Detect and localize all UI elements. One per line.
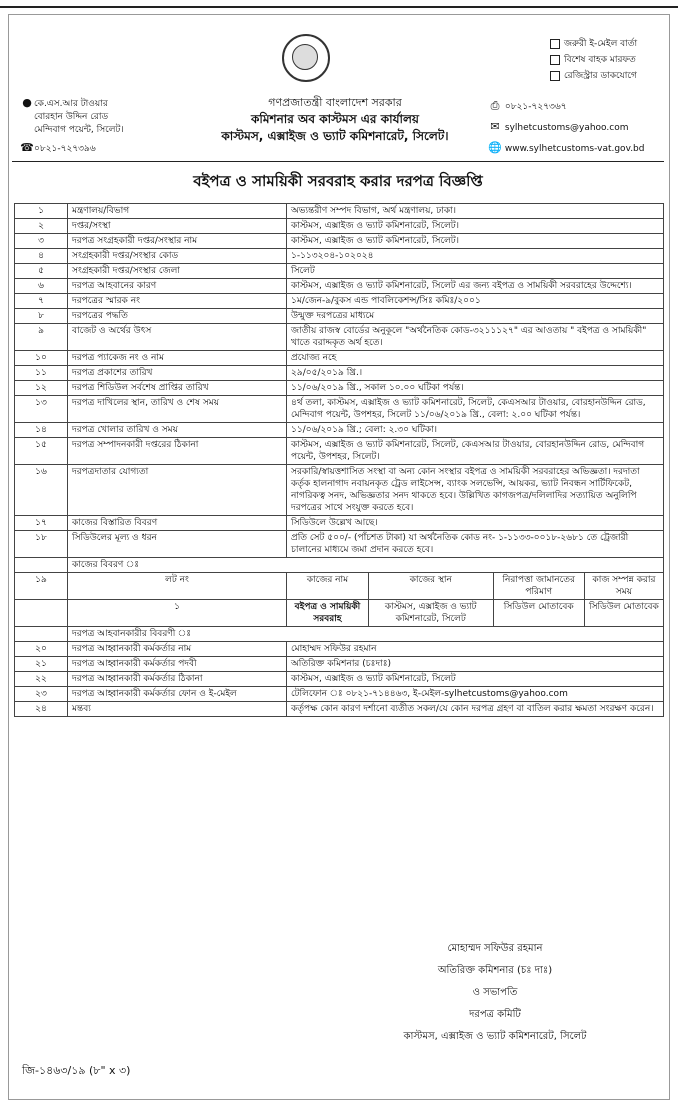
header-divider <box>12 161 664 162</box>
row-value: সরকারি/স্বায়ত্তশাসিত সংস্থা বা অন্য কোন সংস্থার বইপত্র ও সাময়িকী সরবরাহের অভিজ্ঞতা। দরদাতা কর্তৃক হালনাগাদ নবায়নকৃত ট্রেড লাইসেন্স, ব্যাংক সলভেন্সি, আয়কর, ভ্যাট নিবন্ধন সার্টিফিকেট, নাগরিকত্ব সনদ, অভিজ্ঞতার সনদ থাকতে হবে। উল্লিখিত কাগজপত্র/দলিলাদির সত্যায়িত অনুলিপি দরপত্রের সাথে সংযুক্ত করতে হবে। <box>287 465 664 516</box>
row-value: কাস্টমস, এক্সাইজ ও ভ্যাট কমিশনারেট, সিলেট এর জন্য বইপত্র ও সাময়িকী সরবরাহের উদ্দেশ্যে। <box>287 279 664 294</box>
row-value: মোহাম্মদ সফিউর রহমান <box>287 642 664 657</box>
work-section-row <box>15 558 664 573</box>
row-number: ২২ <box>15 672 68 687</box>
row-label: দরপত্র শিডিউল সর্বশেষ প্রাপ্তির তারিখ <box>68 381 287 396</box>
caller-section-label: দরপত্র আহবানকারীর বিবরণী ঃ <box>68 627 664 642</box>
office-header <box>170 94 500 145</box>
row-label: দরপত্রদাতার যোগ্যতা <box>68 465 287 516</box>
table-row <box>15 366 664 381</box>
row-value: প্রযোজ্য নহে <box>287 351 664 366</box>
table-row <box>15 516 664 531</box>
table-row <box>15 351 664 366</box>
mail-icon: ✉ <box>490 120 500 133</box>
table-row <box>15 438 664 465</box>
checkbox-registered-post[interactable]: রেজিস্ট্রার ডাকযোগে <box>550 68 637 84</box>
work-value-cell: কাস্টমস, এক্সাইজ ও ভ্যাট কমিশনারেট, সিলেট <box>368 600 493 627</box>
row-value: ১১/০৬/২০১৯ খ্রি.; বেলা: ২.৩০ ঘটিকা। <box>287 423 664 438</box>
row-value: ১-১১৩২০৪-১০২০২৪ <box>287 249 664 264</box>
row-number: ৩ <box>15 234 68 249</box>
row-label: মন্ত্রণালয়/বিভাগ <box>68 204 287 219</box>
table-row <box>15 309 664 324</box>
row-value: সিডিউলে উল্লেখ আছে। <box>287 516 664 531</box>
row-value: ১১/০৬/২০১৯ খ্রি., সকাল ১০.০০ ঘটিকা পর্যন্ত। <box>287 381 664 396</box>
work-header-row <box>15 573 664 600</box>
footer-code: জি-১৪৬৩/১৯ (৮" x ৩) <box>22 1064 131 1077</box>
row-label: দরপত্র দাখিলের স্থান, তারিখ ও শেষ সময় <box>68 396 287 423</box>
row-label: দরপত্র প্রকাশের তারিখ <box>68 366 287 381</box>
government-seal-icon <box>282 34 330 82</box>
checkbox-special-carrier[interactable]: বিশেষ বাহক মারফত <box>550 52 637 68</box>
row-label: দরপত্র আহ্বানকারী কর্মকর্তার ঠিকানা <box>68 672 287 687</box>
row-label: দরপত্রের পদ্ধতি <box>68 309 287 324</box>
row-label: বাজেট ও অর্থের উৎস <box>68 324 287 351</box>
row-number: ৮ <box>15 309 68 324</box>
table-row <box>15 294 664 309</box>
table-row <box>15 396 664 423</box>
row-label: দরপত্র আহ্বানকারী কর্মকর্তার ফোন ও ই-মেইল <box>68 687 287 702</box>
row-value: ১ম/জেন-৯/বুকস এন্ড পাবলিকেশন্স/সিঃ কমিঃ/২০০১ <box>287 294 664 309</box>
row-value: ৪র্থ তলা, কাস্টমস, এক্সাইজ ও ভ্যাট কমিশনারেট, সিলেট, কেএসআর টাওয়ার, বোরহানউদ্দিন রোড, মেন্দিবাগ পয়েন্ট, উপশহর, সিলেট ১১/০৬/২০১৯ খ্রি., বেলা: ২.০০ ঘটিকা পর্যন্ত। <box>287 396 664 423</box>
work-header-cell: কাজের নাম <box>287 573 369 600</box>
location-icon: ● <box>22 96 32 109</box>
table-row <box>15 531 664 558</box>
row-number: ৬ <box>15 279 68 294</box>
row-value: প্রতি সেট ৫০০/- (পাঁচশত টাকা) যা অর্থনৈতিক কোড নং- ১-১১৩৩-০০১৮-২৬৮১ তে ট্রেজারী চালানের মাধ্যমে জমা প্রদান করতে হবে। <box>287 531 664 558</box>
table-row <box>15 279 664 294</box>
empty-cell <box>15 558 68 573</box>
empty-cell <box>15 600 68 627</box>
row-label: দরপত্র আহ্বানকারী কর্মকর্তার নাম <box>68 642 287 657</box>
table-row <box>15 657 664 672</box>
top-border <box>0 0 678 8</box>
empty-cell <box>15 627 68 642</box>
row-value: ২৯/০৫/২০১৯ খ্রি.। <box>287 366 664 381</box>
row-label: সংগ্রহকারী দপ্তর/সংস্থার কোড <box>68 249 287 264</box>
row-label: কাজের বিস্তারিত বিবরণ <box>68 516 287 531</box>
row-number: ২৩ <box>15 687 68 702</box>
notice-title: বইপত্র ও সাময়িকী সরবরাহ করার দরপত্র বিজ্ঞপ্তি <box>193 172 483 190</box>
caller-section-row <box>15 627 664 642</box>
row-value: কাস্টমস, এক্সাইজ ও ভ্যাট কমিশনারেট, সিলেট <box>287 672 664 687</box>
tender-table <box>14 203 664 717</box>
work-value-cell: সিডিউল মোতাবেক <box>493 600 584 627</box>
table-row <box>15 642 664 657</box>
table-row <box>15 204 664 219</box>
row-label: দপ্তর/সংস্থা <box>68 219 287 234</box>
table-row <box>15 234 664 249</box>
work-header-cell: লট নং <box>68 573 287 600</box>
gov-name: গণপ্রজাতন্ত্রী বাংলাদেশ সরকার <box>268 96 402 109</box>
office-name: কমিশনার অব কাস্টমস এর কার্যালয় <box>251 112 419 126</box>
row-number: ১৯ <box>15 573 68 600</box>
row-number: ১৩ <box>15 396 68 423</box>
row-label: দরপত্রের স্মারক নং <box>68 294 287 309</box>
printer-icon: ⎙ <box>490 99 500 112</box>
row-label: সিডিউলের মূল্য ও ধরন <box>68 531 287 558</box>
table-row <box>15 687 664 702</box>
table-row <box>15 702 664 717</box>
row-number: ৭ <box>15 294 68 309</box>
row-label: দরপত্র খোলার তারিখ ও সময় <box>68 423 287 438</box>
commissionerate-name: কাস্টমস, এক্সাইজ ও ভ্যাট কমিশনারেট, সিলেট। <box>221 129 449 143</box>
row-number: ১৭ <box>15 516 68 531</box>
table-row <box>15 324 664 351</box>
row-label: দরপত্র আহ্বানকারী কর্মকর্তার পদবী <box>68 657 287 672</box>
work-header-cell: কাজের স্থান <box>368 573 493 600</box>
row-number: ৫ <box>15 264 68 279</box>
row-number: ৯ <box>15 324 68 351</box>
delivery-checkboxes <box>550 36 637 84</box>
work-value-cell: ১ <box>68 600 287 627</box>
contact-info: ⎙ ০৮২১-৭২৭৩৬৭ ✉ sylhetcustoms@yahoo.com 🌐 www.sylhetcustoms-vat.gov.bd <box>488 96 644 159</box>
row-label: দরপত্র সম্পাদনকারী দপ্তরের ঠিকানা <box>68 438 287 465</box>
work-value-cell: সিডিউল মোতাবেক <box>584 600 663 627</box>
row-number: ৪ <box>15 249 68 264</box>
work-value-cell: বইপত্র ও সাময়িকী সরবরাহ <box>287 600 369 627</box>
row-number: ১৪ <box>15 423 68 438</box>
row-value: সিলেট <box>287 264 664 279</box>
row-value: অভ্যন্তরীণ সম্পদ বিভাগ, অর্থ মন্ত্রণালয়, ঢাকা। <box>287 204 664 219</box>
row-value: কাস্টমস, এক্সাইজ ও ভ্যাট কমিশনারেট, সিলেট, কেএসআর টাওয়ার, বোরহানউদ্দিন রোড, মেন্দিবাগ পয়েন্ট, উপশহর, সিলেট। <box>287 438 664 465</box>
row-number: ২ <box>15 219 68 234</box>
table-row <box>15 465 664 516</box>
email-link[interactable]: sylhetcustoms@yahoo.com <box>504 123 629 133</box>
row-number: ১৫ <box>15 438 68 465</box>
table-row <box>15 219 664 234</box>
work-section-label: কাজের বিবরণ ঃ <box>68 558 664 573</box>
table-row <box>15 672 664 687</box>
work-header-cell: নিরাপত্তা জামানতের পরিমাণ <box>493 573 584 600</box>
row-value: জাতীয় রাজস্ব বোর্ডের অনুকূলে "অর্থনৈতিক কোড-৩২১১১২৭" এর আওতায় " বইপত্র ও সাময়িকী" খাতে বরাদ্দকৃত অর্থ হতে। <box>287 324 664 351</box>
row-value: কাস্টমস, এক্সাইজ ও ভ্যাট কমিশনারেট, সিলেট। <box>287 234 664 249</box>
row-label: দরপত্র আহবানের কারণ <box>68 279 287 294</box>
row-label: দরপত্র সংগ্রহকারী দপ্তর/সংস্থার নাম <box>68 234 287 249</box>
table-row <box>15 423 664 438</box>
row-number: ১ <box>15 204 68 219</box>
row-value: টেলিফোন ঃ ০৮২১-৭১৪৪৬৩, ই-মেইল-sylhetcustoms@yahoo.com <box>287 687 664 702</box>
row-value: উন্মুক্ত দরপত্রের মাধ্যমে <box>287 309 664 324</box>
work-value-row <box>15 600 664 627</box>
row-number: ১১ <box>15 366 68 381</box>
phone-icon: ☎ <box>20 141 34 154</box>
globe-icon: 🌐 <box>488 141 502 154</box>
checkbox-email[interactable]: জরুরী ই-মেইল বার্তা <box>550 36 637 52</box>
row-number: ১৮ <box>15 531 68 558</box>
row-value: কাস্টমস, এক্সাইজ ও ভ্যাট কমিশনারেট, সিলেট। <box>287 219 664 234</box>
website-link[interactable]: www.sylhetcustoms-vat.gov.bd <box>504 144 645 154</box>
row-number: ২১ <box>15 657 68 672</box>
row-value: অতিরিক্ত কমিশনার (চঃদাঃ) <box>287 657 664 672</box>
row-label: দরপত্র প্যাকেজ নং ও নাম <box>68 351 287 366</box>
row-number: ১৬ <box>15 465 68 516</box>
table-row <box>15 249 664 264</box>
work-header-cell: কাজ সম্পন্ন করার সময় <box>584 573 663 600</box>
row-label: মন্তব্য <box>68 702 287 717</box>
row-label: সংগ্রহকারী দপ্তর/সংস্থার জেলা <box>68 264 287 279</box>
signature-block: মোহাম্মদ সফিউর রহমান অতিরিক্ত কমিশনার (চঃ দাঃ) ও সভাপতি দরপত্র কমিটি কাস্টমস, এক্সাইজ ও ভ্যাট কমিশনারেট, সিলেট <box>403 943 587 1042</box>
row-number: ২৪ <box>15 702 68 717</box>
row-number: ১২ <box>15 381 68 396</box>
office-address: ● কে.এস.আর টাওয়ার বোরহান উদ্দিন রোড মেন্দিবাগ পয়েন্ট, সিলেট। ☎০৮২১-৭২৭৩৯৬ <box>20 96 124 154</box>
row-number: ১০ <box>15 351 68 366</box>
table-row <box>15 381 664 396</box>
row-value: কর্তৃপক্ষ কোন কারণ দর্শানো ব্যতীত সকল/যে কোন দরপত্র গ্রহণ বা বাতিল করার ক্ষমতা সংরক্ষণ করেন। <box>287 702 664 717</box>
row-number: ২০ <box>15 642 68 657</box>
table-row <box>15 264 664 279</box>
